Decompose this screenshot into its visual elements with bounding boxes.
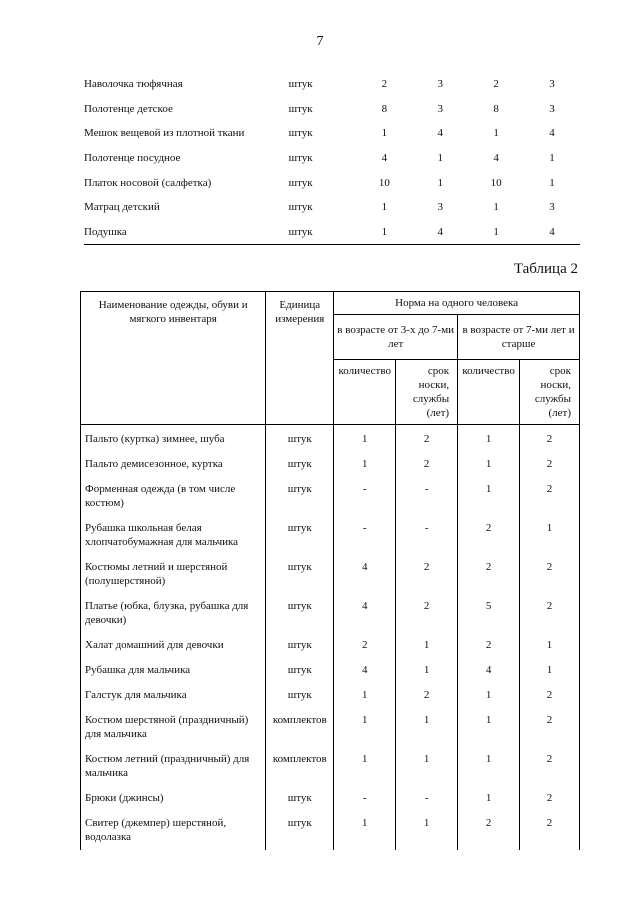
item-name: Халат домашний для девочки — [81, 633, 266, 658]
item-value: - — [396, 786, 458, 811]
page-number: 7 — [316, 34, 324, 49]
item-unit: штук — [266, 477, 334, 516]
item-value: 1 — [396, 658, 458, 683]
item-name: Брюки (джинсы) — [81, 786, 266, 811]
item-unit: штук — [288, 225, 313, 238]
item-value: 4 — [334, 658, 396, 683]
table-row — [81, 811, 580, 850]
item-unit: штук — [266, 594, 334, 633]
item-value: 2 — [520, 786, 580, 811]
table-row — [81, 683, 580, 708]
item-value: 5 — [458, 594, 520, 633]
item-value: 1 — [520, 633, 580, 658]
item-unit: штук — [288, 102, 313, 115]
item-value: 1 — [437, 176, 444, 189]
item-value: - — [334, 786, 396, 811]
item-value: 1 — [493, 201, 499, 214]
table-2 — [80, 291, 580, 850]
item-value: 4 — [334, 594, 396, 633]
item-name: Галстук для мальчика — [81, 683, 266, 708]
table-row — [81, 594, 580, 633]
item-unit: комплектов — [266, 708, 334, 747]
item-unit: штук — [266, 555, 334, 594]
item-value: 4 — [437, 127, 444, 140]
item-value: 2 — [520, 452, 580, 477]
item-name: Наволочка тюфячная — [84, 78, 183, 91]
item-name: Платок носовой (салфетка) — [84, 176, 212, 189]
item-unit: штук — [288, 78, 313, 91]
item-value: 1 — [334, 747, 396, 786]
item-unit: штук — [266, 683, 334, 708]
item-unit: штук — [288, 127, 313, 140]
header-age-7-plus: в возрасте от 7-ми лет и старше — [458, 315, 580, 360]
table-row — [84, 220, 580, 245]
item-value: 4 — [549, 127, 555, 140]
table-2-title: Таблица 2 — [513, 261, 578, 277]
item-value: 1 — [520, 516, 580, 555]
item-value: 1 — [458, 683, 520, 708]
item-name: Рубашка школьная белая хлопчатобумажная для мальчика — [81, 516, 266, 555]
table-row — [81, 633, 580, 658]
item-value: 1 — [458, 786, 520, 811]
item-value: 1 — [549, 176, 555, 189]
item-value: 2 — [396, 452, 458, 477]
item-unit: штук — [288, 201, 313, 214]
item-value: - — [334, 516, 396, 555]
item-value: 1 — [493, 225, 499, 238]
table-1-bottom-rule — [84, 244, 580, 245]
item-value: 1 — [381, 225, 388, 238]
item-name: Пальто (куртка) зимнее, шуба — [81, 425, 266, 453]
item-value: 4 — [493, 152, 499, 165]
item-value: 1 — [334, 708, 396, 747]
item-name: Матрац детский — [84, 201, 160, 214]
item-value: 1 — [396, 633, 458, 658]
item-name: Подушка — [84, 225, 127, 238]
item-unit: штук — [266, 425, 334, 453]
item-name: Пальто демисезонное, куртка — [81, 452, 266, 477]
item-name: Костюм летний (праздничный) для мальчика — [81, 747, 266, 786]
table-row — [81, 658, 580, 683]
table-row — [84, 72, 580, 97]
item-value: 3 — [549, 102, 555, 115]
item-value: - — [396, 516, 458, 555]
item-name: Рубашка для мальчика — [81, 658, 266, 683]
item-value: 2 — [381, 78, 388, 91]
item-value: 4 — [381, 152, 388, 165]
table-row — [84, 121, 580, 146]
item-value: 3 — [549, 201, 555, 214]
item-value: 10 — [378, 176, 390, 189]
item-unit: штук — [266, 786, 334, 811]
item-value: 1 — [458, 747, 520, 786]
item-value: 1 — [549, 152, 555, 165]
table-1 — [84, 72, 580, 244]
item-value: 3 — [437, 78, 444, 91]
item-value: 1 — [334, 683, 396, 708]
table-row — [81, 555, 580, 594]
item-value: 3 — [437, 102, 444, 115]
item-value: 2 — [520, 477, 580, 516]
header-name: Наименование одежды, обуви и мягкого инвентаря — [81, 292, 266, 425]
item-value: 2 — [396, 683, 458, 708]
item-value: 3 — [549, 78, 555, 91]
header-qty-2: количество — [458, 360, 520, 425]
item-value: 1 — [396, 811, 458, 850]
header-term-2: срок носки, службы (лет) — [520, 360, 580, 425]
item-name: Платье (юбка, блузка, рубашка для девочки) — [81, 594, 266, 633]
header-term-1: срок носки, службы (лет) — [396, 360, 458, 425]
item-value: 1 — [458, 477, 520, 516]
item-value: 2 — [396, 594, 458, 633]
item-value: 2 — [520, 708, 580, 747]
item-value: 4 — [334, 555, 396, 594]
item-value: 1 — [381, 201, 388, 214]
item-value: 3 — [437, 201, 444, 214]
item-name: Костюм шерстяной (праздничный) для мальчика — [81, 708, 266, 747]
item-value: 2 — [458, 811, 520, 850]
item-value: 1 — [458, 452, 520, 477]
item-name: Форменная одежда (в том числе костюм) — [81, 477, 266, 516]
item-value: 10 — [490, 176, 502, 189]
table-row — [84, 170, 580, 195]
item-value: - — [334, 477, 396, 516]
table-row — [84, 146, 580, 171]
item-value: 2 — [520, 811, 580, 850]
item-unit: штук — [266, 516, 334, 555]
item-value: 2 — [520, 747, 580, 786]
table-row — [81, 516, 580, 555]
table-row — [81, 708, 580, 747]
item-value: 1 — [334, 811, 396, 850]
item-value: 2 — [396, 555, 458, 594]
item-name: Мешок вещевой из плотной ткани — [84, 127, 245, 140]
table-row — [81, 786, 580, 811]
item-name: Полотенце детское — [84, 102, 173, 115]
item-value: 1 — [520, 658, 580, 683]
item-unit: штук — [288, 176, 313, 189]
item-value: 1 — [396, 708, 458, 747]
item-unit: штук — [266, 452, 334, 477]
item-name: Полотенце посудное — [84, 152, 181, 165]
item-value: 2 — [458, 555, 520, 594]
item-unit: штук — [266, 658, 334, 683]
item-value: 1 — [458, 425, 520, 453]
item-value: 1 — [493, 127, 499, 140]
item-value: 2 — [520, 594, 580, 633]
item-value: - — [396, 477, 458, 516]
item-name: Костюмы летний и шерстяной (полушерстяной) — [81, 555, 266, 594]
table-row — [84, 195, 580, 220]
item-value: 1 — [334, 452, 396, 477]
header-qty-1: количество — [334, 360, 396, 425]
item-value: 1 — [437, 152, 444, 165]
item-unit: штук — [288, 152, 313, 165]
table-row — [81, 452, 580, 477]
table-row — [81, 477, 580, 516]
item-value: 1 — [458, 708, 520, 747]
item-unit: комплектов — [266, 747, 334, 786]
item-value: 2 — [334, 633, 396, 658]
item-value: 1 — [396, 747, 458, 786]
item-unit: штук — [266, 811, 334, 850]
item-value: 1 — [334, 425, 396, 453]
header-age-3-7: в возрасте от 3-х до 7-ми лет — [334, 315, 458, 360]
item-name: Свитер (джемпер) шерстяной, водолазка — [81, 811, 266, 850]
header-unit: Единица измерения — [266, 292, 334, 425]
item-value: 2 — [520, 555, 580, 594]
table-row — [81, 747, 580, 786]
item-value: 2 — [458, 633, 520, 658]
item-unit: штук — [266, 633, 334, 658]
item-value: 1 — [381, 127, 388, 140]
item-value: 8 — [381, 102, 388, 115]
item-value: 8 — [493, 102, 499, 115]
header-norm: Норма на одного человека — [334, 292, 580, 315]
table-row — [81, 425, 580, 453]
item-value: 4 — [458, 658, 520, 683]
item-value: 2 — [520, 425, 580, 453]
item-value: 4 — [437, 225, 444, 238]
item-value: 2 — [520, 683, 580, 708]
table-row — [84, 97, 580, 122]
item-value: 2 — [458, 516, 520, 555]
item-value: 2 — [493, 78, 499, 91]
item-value: 4 — [549, 225, 555, 238]
item-value: 2 — [396, 425, 458, 453]
